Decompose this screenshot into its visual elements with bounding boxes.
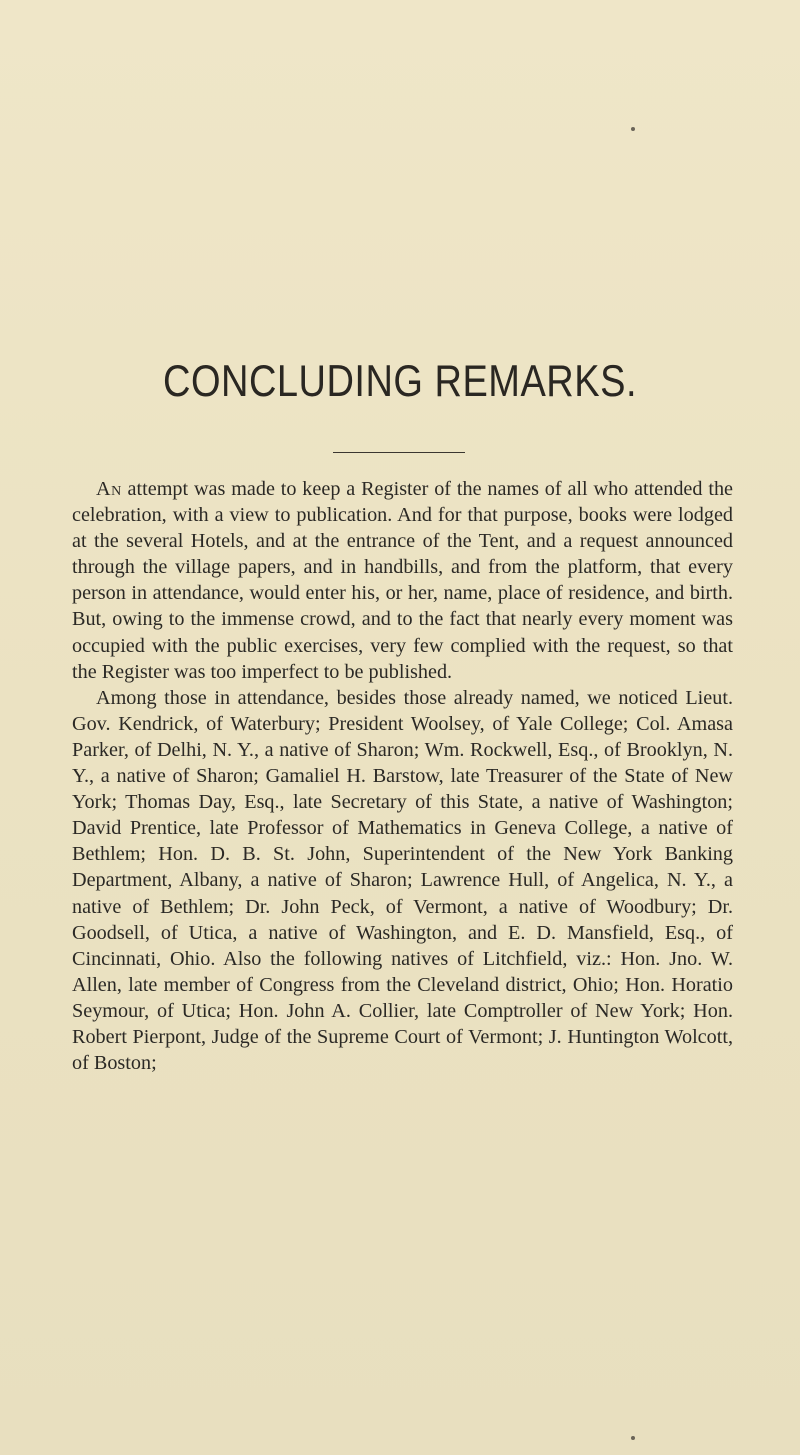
paragraph-1 [72,476,733,685]
paragraph-2-text: Among those in attendance, besides those already named, we noticed Lieut. Gov. Kendrick, of Waterbury; President Woolsey, of Yale College; Col. Amasa Parker, of Delhi, N. Y., a native of Sharon; Wm. Rockwell, Esq., of Brooklyn, N. Y., a native of Sharon; Gamaliel H. Barstow, late Treasurer of the State of New York; Thomas Day, Esq., late Secretary of this State, a native of Washington; David Prentice, late Professor of Mathematics in Geneva College, a native of Bethlem; Hon. D. B. St. John, Superintendent of the New York Banking Department, Albany, a native of Sharon; Lawrence Hull, of Angelica, N. Y., a native of Bethlem; Dr. John Peck, of Vermont, a native of Woodbury; Dr. Goodsell, of Utica, a native of Washington, and E. D. Mansfield, Esq., of Cincinnati, Ohio. Also the following natives of Litchfield, viz.: Hon. Jno. W. Allen, late member of Congress from the Cleveland district, Ohio; Hon. Horatio Seymour, of Utica; Hon. John A. Collier, late Comptroller of New York; Hon. Robert Pierpont, Judge of the Supreme Court of Vermont; J. Huntington Wolcott, of Boston; [72,686,733,1075]
page-title: CONCLUDING REMARKS. [163,357,637,407]
paragraph-1-text: attempt was made to keep a Register of the names of all who attended the celebration, with a view to publication. And for that purpose, books were lodged at the several Hotels, and at the entrance of the Tent, and a request announced through the village papers, and in handbills, and from the platform, that every person in attendance, would enter his, or her, name, place of residence, and birth. But, owing to the immense crowd, and to the fact that nearly every moment was occupied with the public exercises, very few complied with the request, so that the Register was too imperfect to be published. [72,478,733,683]
paragraph-2 [72,685,733,1076]
body-text [72,476,733,1076]
title-divider [333,452,465,453]
page-speck [631,127,635,131]
page-speck [631,1436,635,1440]
paragraph-lead-word: An [96,478,122,500]
